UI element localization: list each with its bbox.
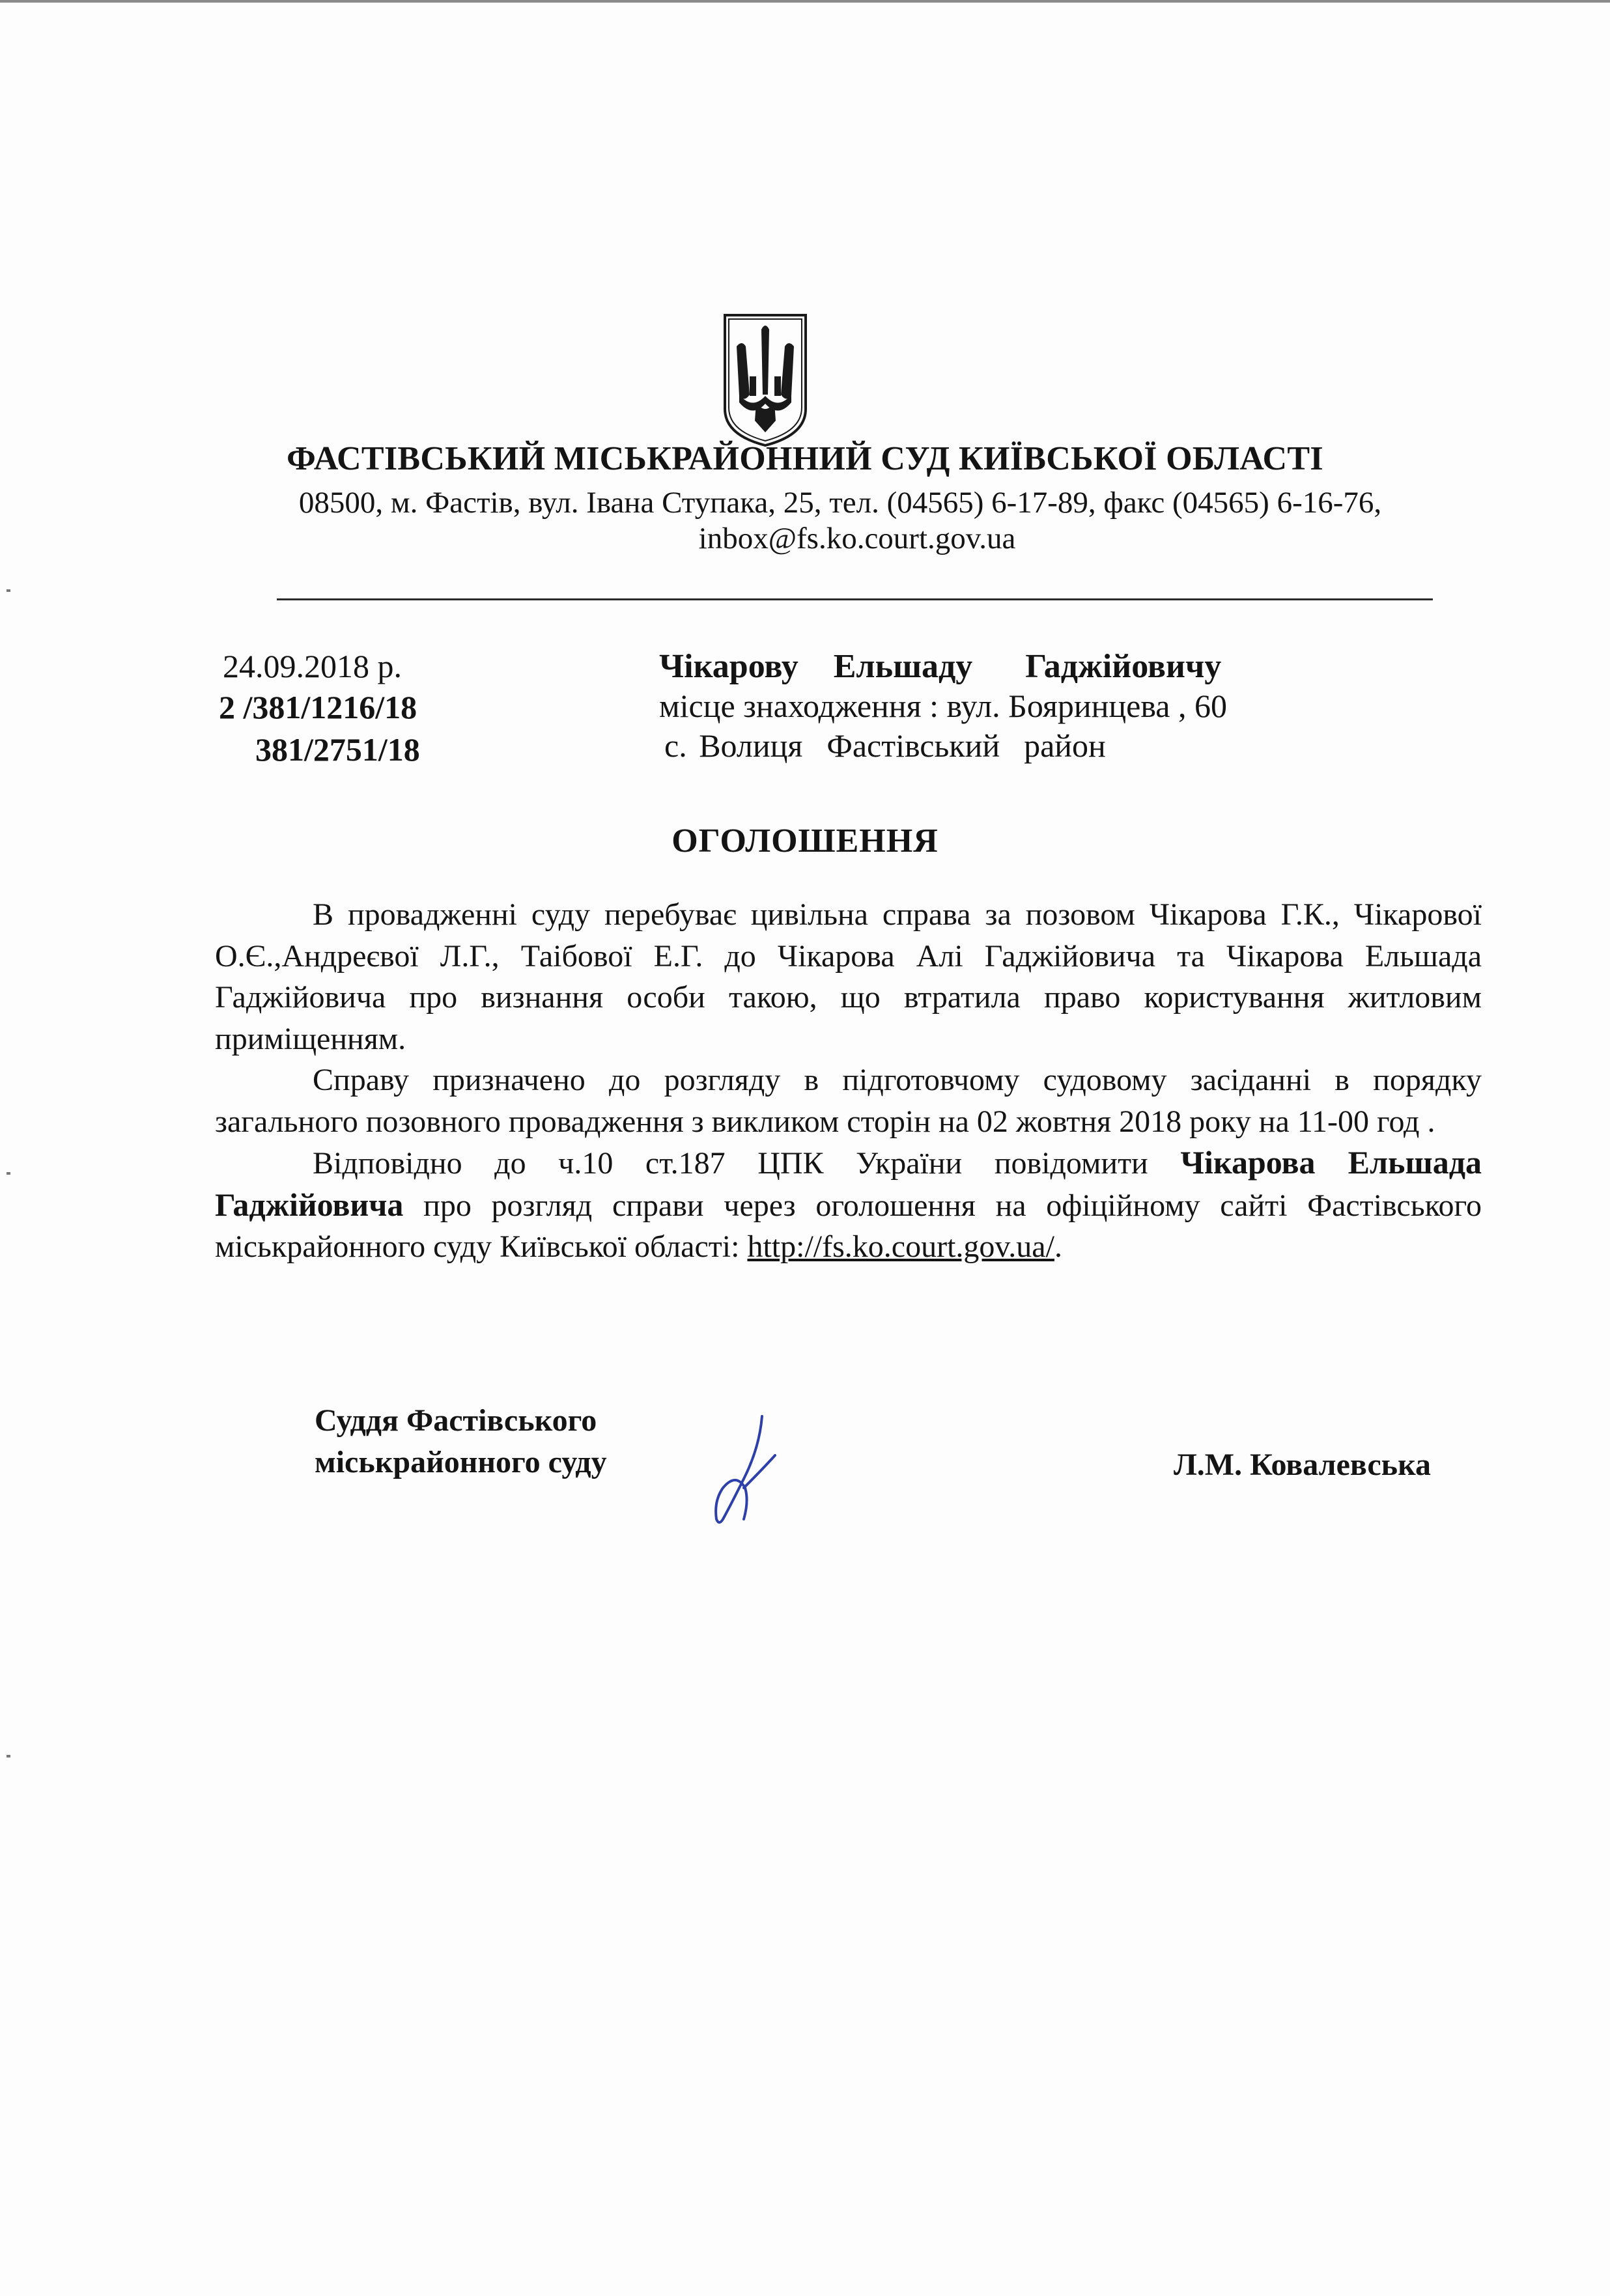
handwritten-signature-icon: [697, 1410, 788, 1533]
notice-body: [215, 894, 1482, 1268]
scan-speck: [7, 1172, 10, 1175]
judge-name: Л.М. Ковалевська: [1174, 1448, 1431, 1482]
court-email: inbox@fs.ko.court.gov.ua: [698, 522, 1016, 555]
judge-title-line-2: міськрайонного суду: [315, 1445, 607, 1479]
notice-paragraph-3-lead: Відповідно до ч.10 ст.187 ЦПК України повідомити: [313, 1146, 1148, 1181]
notice-paragraph-1: В провадженні суду перебуває цивільна справа за позовом Чікарова Г.К., Чікарової О.Є.,Андреєвої Л.Г., Таібової Е.Г. до Чікарова Алі Гаджійовича та Чікарова Ельшада Гаджійовича про визнання особи такою, що втратила право користування житловим приміщенням.: [215, 897, 1482, 1056]
coat-of-arms-icon: [720, 311, 811, 448]
document-date: 24.09.2018 р.: [223, 648, 402, 684]
header-divider: [277, 598, 1433, 600]
proceeding-number: 381/2751/18: [255, 731, 420, 768]
addressee-block: [659, 647, 1227, 766]
court-name: ФАСТІВСЬКИЙ МІСЬКРАЙОННИЙ СУД КИЇВСЬКОЇ ОБЛАСТІ: [287, 440, 1323, 477]
notice-paragraph-3-text: про розгляд справи через оголошення на офіційному сайті Фастівського міськрайонного суду Київської області:: [215, 1188, 1482, 1264]
notice-title: ОГОЛОШЕННЯ: [671, 822, 939, 860]
case-number: 2 /381/1216/18: [219, 689, 417, 725]
notice-paragraph-3-end: .: [1054, 1229, 1062, 1264]
addressee-location-village: с. Волиця Фастівський район: [664, 727, 1106, 764]
addressee-location-street: місце знаходження : вул. Бояринцева , 60: [659, 688, 1227, 724]
judge-title: [315, 1400, 607, 1483]
scan-speck: [7, 589, 10, 592]
scan-top-edge: [0, 0, 1610, 3]
addressee-name: Чікарову Ельшаду Гаджійовичу: [659, 648, 1222, 685]
court-website-link[interactable]: http://fs.ko.court.gov.ua/: [747, 1229, 1054, 1264]
notice-paragraph-3: [215, 1142, 1482, 1268]
judge-title-line-1: Суддя Фастівського: [315, 1403, 597, 1438]
court-address: 08500, м. Фастів, вул. Івана Ступака, 25, тел. (04565) 6-17-89, факс (04565) 6-16-76,: [298, 486, 1382, 520]
defendant-name: Чікарова Ельшада Гаджійовича: [215, 1144, 1482, 1223]
notice-paragraph-2: Справу призначено до розгляду в підготовчому судовому засіданні в порядку загального позовного провадження з викликом сторін на 02 жовтня 2018 року на 11-00 год .: [215, 1063, 1482, 1139]
scan-speck: [7, 1755, 10, 1757]
